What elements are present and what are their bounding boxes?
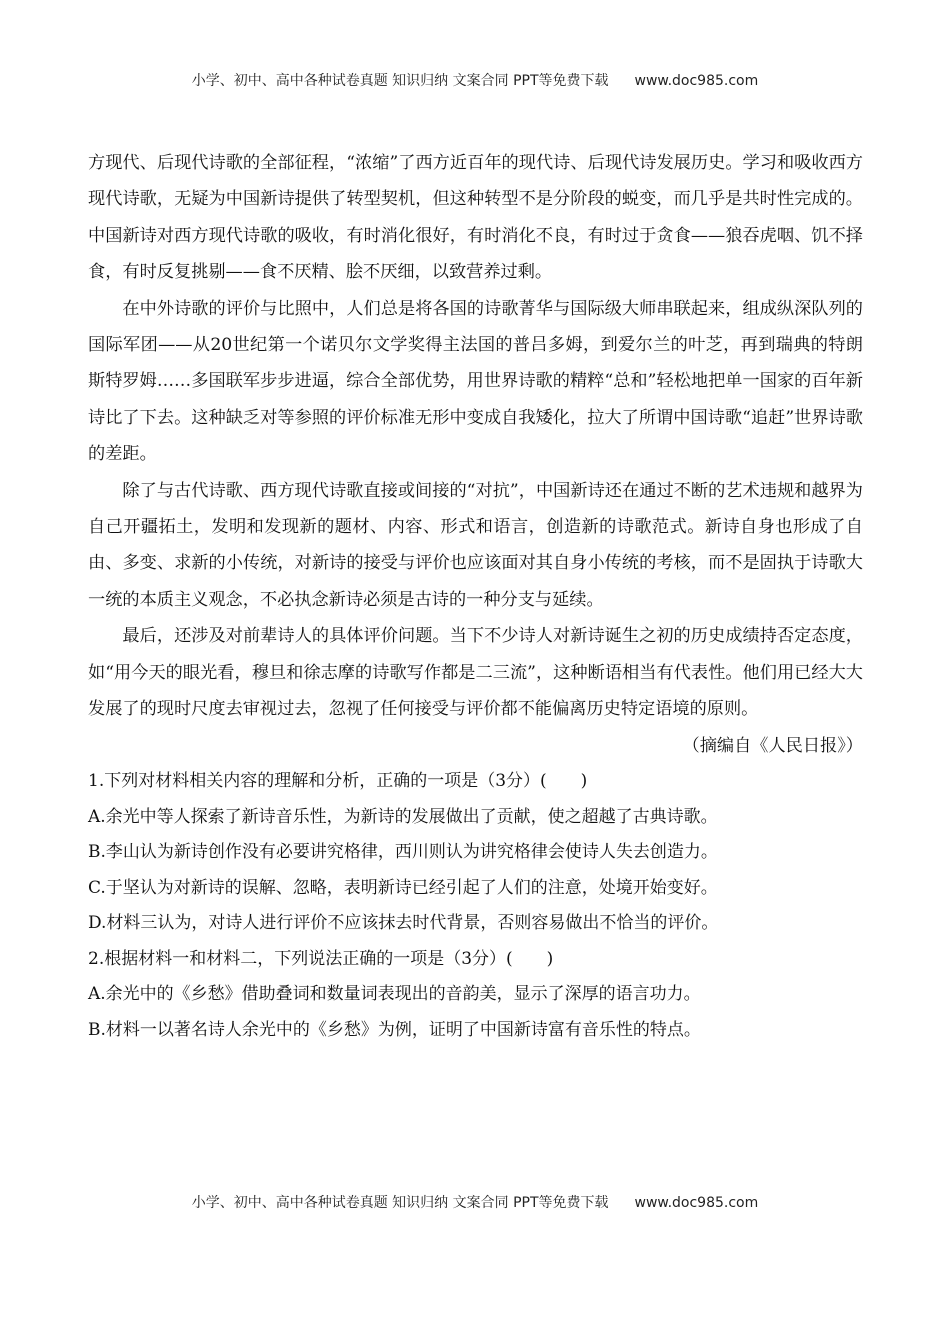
question-2-option-a: A.余光中的《乡愁》借助叠词和数量词表现出的音韵美，显示了深厚的语言功力。 xyxy=(88,984,701,1005)
article-paragraph-1: 方现代、后现代诗歌的全部征程，“浓缩”了西方近百年的现代诗、后现代诗发展历史。学习和吸收西方现代诗歌，无疑为中国新诗提供了转型契机，但这种转型不是分阶段的蜕变，而几乎是共时性完成的。中国新诗对西方现代诗歌的吸收，有时消化很好，有时消化不良，有时过于贪食——狼吞虎咽、饥不择食，有时反复挑剔——食不厌精、脍不厌细，以致营养过剩。 xyxy=(88,153,863,283)
page-header xyxy=(0,70,950,90)
footer-text: 小学、初中、高中各种试卷真题 知识归纳 文案合同 PPT等免费下载 xyxy=(191,1195,609,1211)
question-1 xyxy=(88,764,863,942)
question-1-stem: 1.下列对材料相关内容的理解和分析，正确的一项是（3分）( ) xyxy=(88,770,588,791)
article-paragraph-2: 在中外诗歌的评价与比照中，人们总是将各国的诗歌菁华与国际级大师串联起来，组成纵深队列的国际军团——从20世纪第一个诺贝尔文学奖得主法国的普吕多姆，到爱尔兰的叶芝，再到瑞典的特朗斯特罗姆……多国联军步步进逼，综合全部优势，用世界诗歌的精粹“总和”轻松地把单一国家的百年新诗比了下去。这种缺乏对等参照的评价标准无形中变成自我矮化，拉大了所谓中国诗歌“追赶”世界诗歌的差距。 xyxy=(88,298,863,465)
header-text: 小学、初中、高中各种试卷真题 知识归纳 文案合同 PPT等免费下载 xyxy=(191,73,609,89)
question-2-option-b: B.材料一以著名诗人余光中的《乡愁》为例，证明了中国新诗富有音乐性的特点。 xyxy=(88,1020,701,1041)
question-1-option-a: A.余光中等人探索了新诗音乐性，为新诗的发展做出了贡献，使之超越了古典诗歌。 xyxy=(88,806,718,827)
question-2 xyxy=(88,942,863,1049)
page-footer xyxy=(0,1192,950,1212)
article-source: （摘编自《人民日报》） xyxy=(682,735,863,756)
question-2-stem: 2.根据材料一和材料二，下列说法正确的一项是（3分）( ) xyxy=(88,948,554,969)
question-1-option-d: D.材料三认为，对诗人进行评价不应该抹去时代背景，否则容易做出不恰当的评价。 xyxy=(88,913,719,934)
question-1-option-c: C.于坚认为对新诗的误解、忽略，表明新诗已经引起了人们的注意，处境开始变好。 xyxy=(88,877,718,898)
question-1-option-b: B.李山认为新诗创作没有必要讲究格律，西川则认为讲究格律会使诗人失去创造力。 xyxy=(88,842,718,863)
article-paragraph-4: 最后，还涉及对前辈诗人的具体评价问题。当下不少诗人对新诗诞生之初的历史成绩持否定态度，如“用今天的眼光看，穆旦和徐志摩的诗歌写作都是二三流”，这种断语相当有代表性。他们用已经大大发展了的现时尺度去审视过去，忽视了任何接受与评价都不能偏离历史特定语境的原则。 xyxy=(88,626,863,720)
article-paragraph-3: 除了与古代诗歌、西方现代诗歌直接或间接的“对抗”，中国新诗还在通过不断的艺术违规和越界为自己开疆拓土，发明和发现新的题材、内容、形式和语言，创造新的诗歌范式。新诗自身也形成了自由、多变、求新的小传统，对新诗的接受与评价也应该面对其自身小传统的考核，而不是固执于诗歌大一统的本质主义观念，不必执念新诗必须是古诗的一种分支与延续。 xyxy=(88,480,863,610)
header-url[interactable]: www.doc985.com xyxy=(634,73,759,89)
document-body xyxy=(88,145,863,1049)
footer-url[interactable]: www.doc985.com xyxy=(634,1195,759,1211)
